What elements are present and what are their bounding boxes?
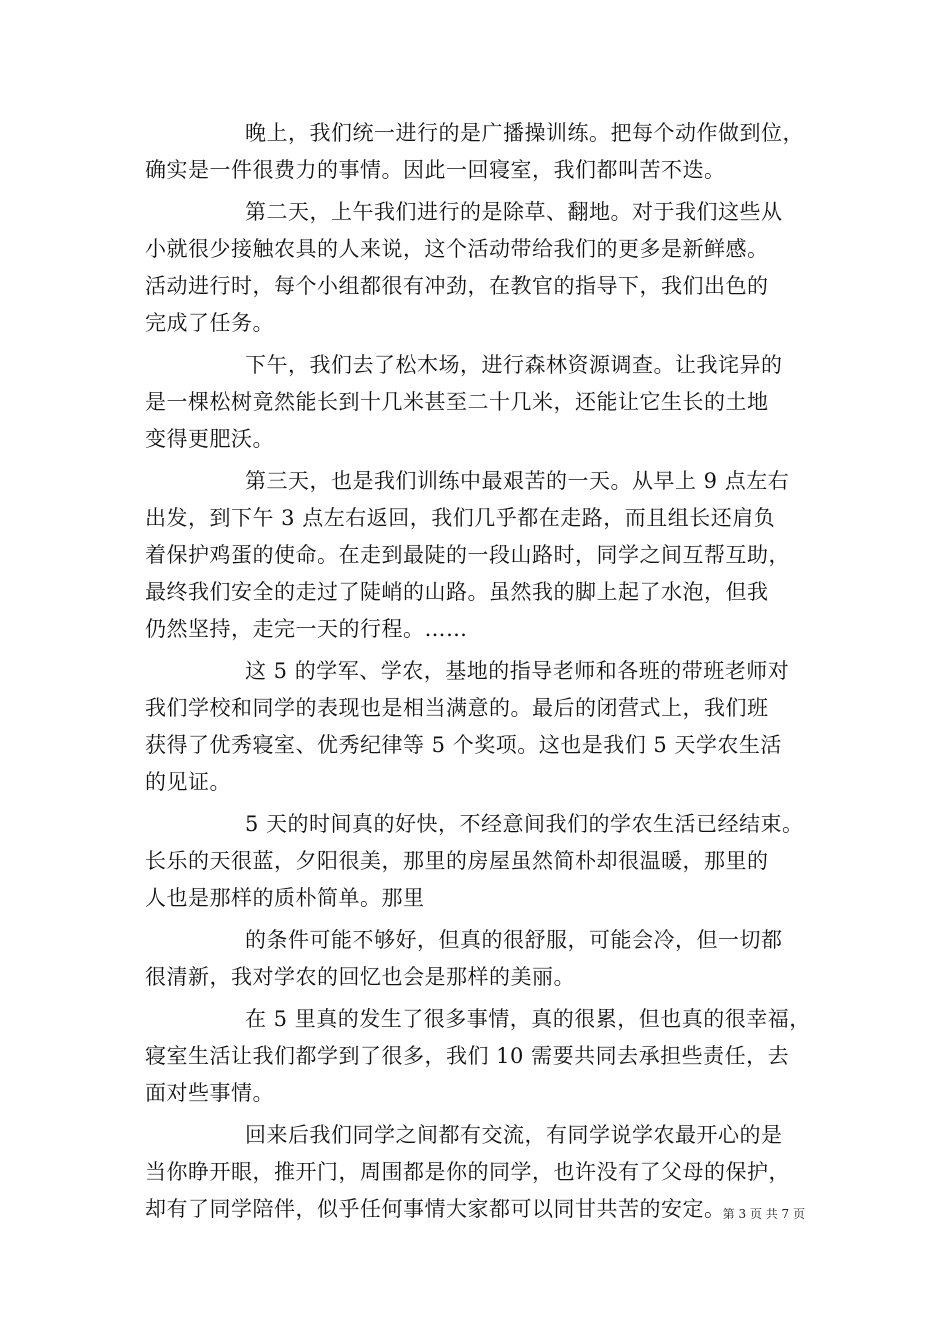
paragraph-line: 的见证。 bbox=[145, 770, 231, 794]
paragraph bbox=[145, 1001, 810, 1112]
paragraph bbox=[145, 463, 810, 648]
paragraph-line: 人也是那样的质朴简单。那里 bbox=[145, 886, 425, 910]
paragraph-line: 很清新，我对学农的回忆也会是那样的美丽。 bbox=[145, 965, 575, 989]
paragraph-line: 第三天，也是我们训练中最艰苦的一天。从早上 9 点左右 bbox=[245, 469, 790, 493]
paragraph bbox=[145, 194, 810, 342]
paragraph-line: 获得了优秀寝室、优秀纪律等 5 个奖项。这也是我们 5 天学农生活 bbox=[145, 733, 782, 757]
paragraph-line: 5 天的时间真的好快，不经意间我们的学农生活已经结束。 bbox=[245, 812, 804, 836]
paragraph-line: 完成了任务。 bbox=[145, 311, 274, 335]
paragraph-line: 的条件可能不够好，但真的很舒服，可能会冷，但一切都 bbox=[245, 928, 783, 952]
paragraph-line: 回来后我们同学之间都有交流，有同学说学农最开心的是 bbox=[245, 1123, 783, 1147]
paragraph bbox=[145, 115, 810, 189]
paragraph-line: 第二天，上午我们进行的是除草、翻地。对于我们这些从 bbox=[245, 200, 783, 224]
paragraph-line: 活动进行时，每个小组都很有冲劲，在教官的指导下，我们出色的 bbox=[145, 274, 769, 298]
paragraph-line: 当你睁开眼，推开门，周围都是你的同学，也许没有了父母的保护， bbox=[145, 1160, 790, 1184]
paragraph bbox=[145, 922, 810, 996]
paragraph-line: 着保护鸡蛋的使命。在走到最陡的一段山路时，同学之间互帮互助， bbox=[145, 543, 790, 567]
paragraph-line: 仍然坚持，走完一天的行程。…… bbox=[145, 617, 468, 641]
paragraph-line: 出发，到下午 3 点左右返回，我们几乎都在走路，而且组长还肩负 bbox=[145, 506, 776, 530]
paragraph-line: 却有了同学陪伴，似乎任何事情大家都可以同甘共苦的安定。 bbox=[145, 1197, 726, 1221]
paragraph-line: 确实是一件很费力的事情。因此一回寝室，我们都叫苦不迭。 bbox=[145, 158, 726, 182]
paragraph-line: 下午，我们去了松木场，进行森林资源调查。让我诧异的 bbox=[245, 353, 783, 377]
page-number-footer: 第 3 页 共 7 页 bbox=[722, 1207, 805, 1221]
paragraph bbox=[145, 347, 810, 458]
paragraph-line: 小就很少接触农具的人来说，这个活动带给我们的更多是新鲜感。 bbox=[145, 237, 769, 261]
paragraph-line: 长乐的天很蓝，夕阳很美，那里的房屋虽然简朴却很温暖，那里的 bbox=[145, 849, 769, 873]
paragraph-line: 寝室生活让我们都学到了很多，我们 10 需要共同去承担些责任，去 bbox=[145, 1044, 790, 1068]
paragraph-line: 是一棵松树竟然能长到十几米甚至二十几米，还能让它生长的土地 bbox=[145, 390, 769, 414]
paragraph bbox=[145, 806, 810, 917]
document-body bbox=[145, 115, 810, 1233]
paragraph-line: 最终我们安全的走过了陡峭的山路。虽然我的脚上起了水泡，但我 bbox=[145, 580, 769, 604]
paragraph-line: 晚上，我们统一进行的是广播操训练。把每个动作做到位， bbox=[245, 121, 804, 145]
paragraph bbox=[145, 653, 810, 801]
paragraph-line: 在 5 里真的发生了很多事情，真的很累，但也真的很幸福， bbox=[245, 1007, 811, 1031]
paragraph-line: 这 5 的学军、学农，基地的指导老师和各班的带班老师对 bbox=[245, 659, 790, 683]
paragraph-line: 我们学校和同学的表现也是相当满意的。最后的闭营式上，我们班 bbox=[145, 696, 769, 720]
paragraph-line: 变得更肥沃。 bbox=[145, 427, 274, 451]
paragraph-line: 面对些事情。 bbox=[145, 1081, 274, 1105]
